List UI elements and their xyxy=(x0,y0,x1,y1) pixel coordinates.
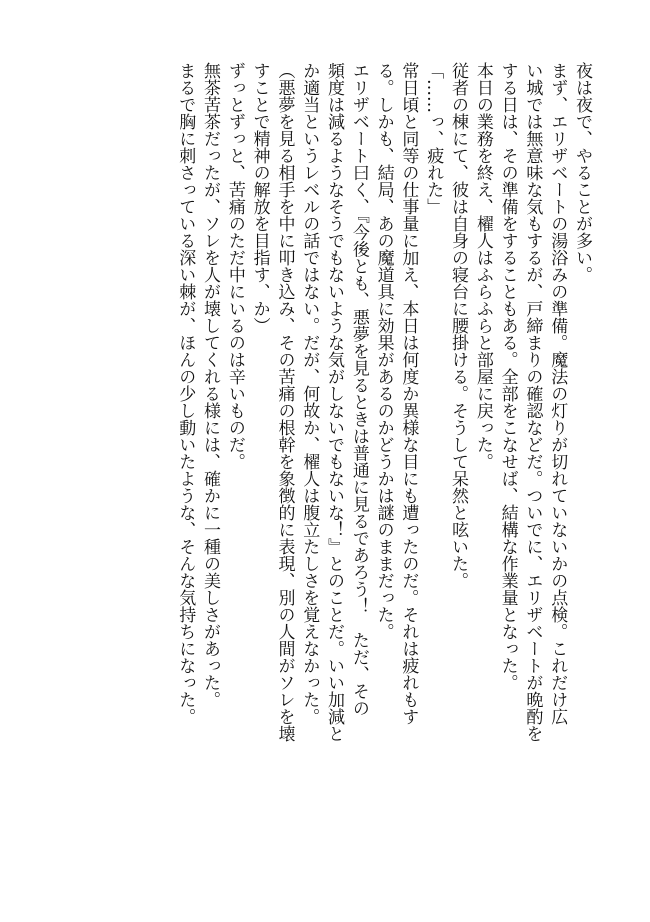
text-line: エリザベート曰く、『今後とも、悪夢を見るときは普通に見るであろう！ ただ、その xyxy=(348,62,369,717)
vertical-body-text xyxy=(54,62,594,882)
text-line: 「……っ、疲れた」 xyxy=(423,62,444,215)
text-line: まるで胸に刺さっている深い棘が、ほんの少し動いたような、そんな気持ちになった。 xyxy=(175,62,196,725)
text-line: すことで精神の解放を目指す、か） xyxy=(249,62,270,334)
text-line: する日は、その準備をすることもある。全部をこなせば、結構な作業量となった。 xyxy=(497,62,518,691)
text-line: （悪夢を見る相手を中に叩き込み、その苦痛の根幹を象徴的に表現、別の人間がソレを壊 xyxy=(274,62,295,742)
text-line: 本日の業務を終え、櫂人はふらふらと部屋に戻った。 xyxy=(472,62,493,470)
text-line: 常日頃と同等の仕事量に加え、本日は何度か異様な目にも遭ったのだ。それは疲れもす xyxy=(398,62,419,725)
text-line: ずっとずっと、苦痛のただ中にいるのは辛いものだ。 xyxy=(224,62,245,470)
text-line: 頻度は減るようなそうでもないような気がしないでもないな！』とのことだ。いい加減と xyxy=(324,62,345,742)
text-line: 夜は夜で、やることが多い。 xyxy=(572,62,592,283)
text-line: る。しかも、結局、あの魔道具に効果があるのかどうかは謎のままだった。 xyxy=(373,62,394,640)
text-line: 無茶苦茶だったが、ソレを人が壊してくれる様には、確かに一種の美しさがあった。 xyxy=(200,62,221,708)
text-line: か適当というレベルの話ではない。だが、何故か、櫂人は腹立たしさを覚えなかった。 xyxy=(299,62,320,725)
text-line: まず、エリザベートの湯浴みの準備。魔法の灯りが切れていないかの点検。これだけ広 xyxy=(547,62,568,725)
text-line: 従者の棟にて、彼は自身の寝台に腰掛ける。そうして呆然と呟いた。 xyxy=(448,62,469,589)
text-line: い城では無意味な気もするが、戸締まりの確認などだ。ついでに、エリザベートが晩酌を xyxy=(522,62,543,742)
